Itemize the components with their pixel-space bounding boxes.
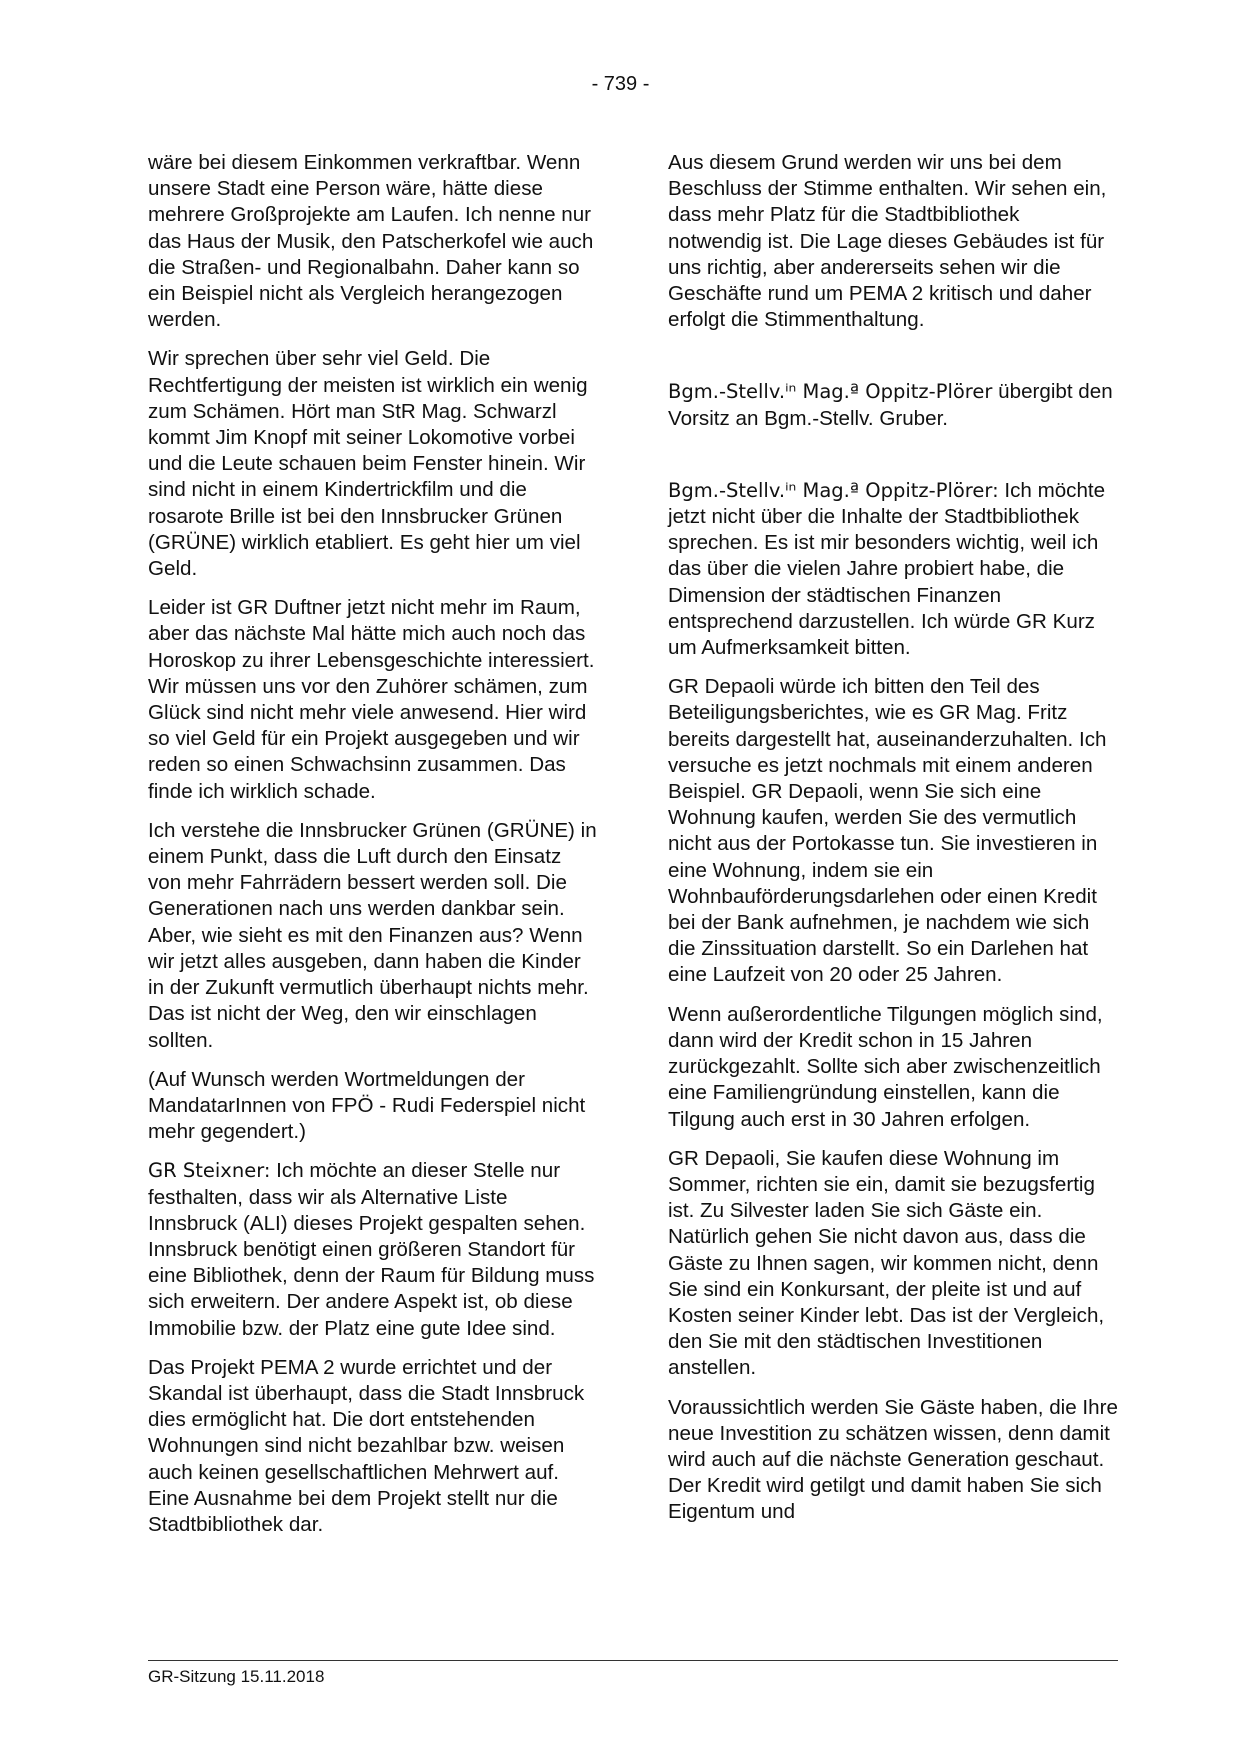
speech-paragraph [148, 1158, 598, 1341]
speech-paragraph [668, 478, 1118, 661]
paragraph: Wir sprechen über sehr viel Geld. Die Rechtfertigung der meisten ist wirklich ein wenig zum Schämen. Hört man StR Mag. Schwarzl kommt Jim Knopf mit seiner Lokomotive vorbei und die Leute schauen beim Fenster hinein. Wir sind nicht in einem Kindertrickfilm und die rosarote Brille ist bei den Innsbrucker Grünen (GRÜNE) wirklich etabliert. Es geht hier um viel Geld. [148, 347, 588, 581]
footer-divider [148, 1660, 1118, 1661]
left-column [148, 150, 598, 1551]
speech-text: Ich möchte jetzt nicht über die Inhalte der Stadtbibliothek sprechen. Es ist mir besonders wichtig, weil ich das über die vielen Jahre probiert habe, die Dimension der städtischen Finanzen entsprechend darzustellen. Ich würde GR Kurz um Aufmerksamkeit bitten. [668, 478, 1106, 660]
paragraph: Aus diesem Grund werden wir uns bei dem Beschluss der Stimme enthalten. Wir sehen ein, dass mehr Platz für die Stadtbibliothek notwendig ist. Die Lage dieses Gebäudes ist für uns richtig, aber andererseits sehen wir die Geschäfte rund um PEMA 2 kritisch und daher erfolgt die Stimmenthaltung. [668, 151, 1107, 332]
procedural-note [668, 379, 1118, 431]
procedural-text: übergibt den Vorsitz an Bgm.-Stellv. Gruber. [668, 380, 1113, 430]
editorial-note: (Auf Wunsch werden Wortmeldungen der MandatarInnen von FPÖ - Rudi Federspiel nicht mehr gegendert.) [148, 1067, 586, 1144]
speaker-name: GR Steixner: [148, 1159, 271, 1183]
paragraph: Das Projekt PEMA 2 wurde errichtet und der Skandal ist überhaupt, dass die Stadt Innsbruck dies ermöglicht hat. Die dort entstehenden Wohnungen sind nicht bezahlbar bzw. weisen auch keinen gesellschaftlichen Mehrwert auf. Eine Ausnahme bei dem Projekt stellt nur die Stadtbibliothek dar. [148, 1355, 585, 1536]
paragraph: Voraussichtlich werden Sie Gäste haben, die Ihre neue Investition zu schätzen wissen, denn damit wird auch auf die nächste Generation geschaut. Der Kredit wird getilgt und damit haben Sie sich Eigentum und [668, 1395, 1118, 1524]
speaker-name: Bgm.-Stellv.ⁱⁿ Mag.ª Oppitz-Plörer: [668, 478, 999, 502]
right-column [668, 150, 1118, 1539]
paragraph: Ich verstehe die Innsbrucker Grünen (GRÜNE) in einem Punkt, dass die Luft durch den Einsatz von mehr Fahrrädern bessert werden soll. Die Generationen nach uns werden dankbar sein. Aber, wie sieht es mit den Finanzen aus? Wenn wir jetzt alles ausgeben, dann haben die Kinder in der Zukunft vermutlich überhaupt nichts mehr. Das ist nicht der Weg, den wir einschlagen sollten. [148, 818, 597, 1052]
speech-text: Ich möchte an dieser Stelle nur festhalten, dass wir als Alternative Liste Innsbruck (ALI) dieses Projekt gespalten sehen. Innsbruck benötigt einen größeren Standort für eine Bibliothek, denn der Raum für Bildung muss sich erweitern. Der andere Aspekt ist, ob diese Immobilie bzw. der Platz eine gute Idee sind. [148, 1159, 595, 1340]
paragraph: Wenn außerordentliche Tilgungen möglich sind, dann wird der Kredit schon in 15 Jahren zurückgezahlt. Sollte sich aber zwischenzeitlich eine Familiengründung einstellen, kann die Tilgung auch erst in 30 Jahren erfolgen. [668, 1002, 1103, 1131]
footer-session-date: GR-Sitzung 15.11.2018 [148, 1667, 325, 1686]
paragraph: GR Depaoli, Sie kaufen diese Wohnung im Sommer, richten sie ein, damit sie bezugsfertig ist. Zu Silvester laden Sie sich Gäste ein. Natürlich gehen Sie nicht davon aus, dass die Gäste zu Ihnen sagen, wir kommen nicht, denn Sie sind ein Konkursant, der pleite ist und auf Kosten seiner Kinder lebt. Das ist der Vergleich, den Sie mit den städtischen Investitionen anstellen. [668, 1146, 1105, 1380]
paragraph: GR Depaoli würde ich bitten den Teil des Beteiligungsberichtes, wie es GR Mag. Fritz bereits dargestellt hat, auseinanderzuhalten. Ich versuche es jetzt nochmals mit einem anderen Beispiel. GR Depaoli, wenn Sie sich eine Wohnung kaufen, werden Sie des vermutlich nicht aus der Portokasse tun. Sie investieren in eine Wohnung, indem sie ein Wohnbauförderungsdarlehen oder einen Kredit bei der Bank aufnehmen, je nachdem wie sich die Zinssituation darstellt. So ein Darlehen hat eine Laufzeit von 20 oder 25 Jahren. [668, 675, 1107, 987]
speaker-name: Bgm.-Stellv.ⁱⁿ Mag.ª Oppitz-Plörer [668, 380, 993, 404]
page-number: - 739 - [591, 73, 650, 95]
paragraph: Leider ist GR Duftner jetzt nicht mehr im Raum, aber das nächste Mal hätte mich auch noch das Horoskop zu ihrer Lebensgeschichte interessiert. Wir müssen uns vor den Zuhörer schämen, zum Glück sind nicht mehr viele anwesend. Hier wird so viel Geld für ein Projekt ausgegeben und wir reden so einen Schwachsinn zusammen. Das finde ich wirklich schade. [148, 596, 595, 803]
paragraph: wäre bei diesem Einkommen verkraftbar. Wenn unsere Stadt eine Person wäre, hätte diese mehrere Großprojekte am Laufen. Ich nenne nur das Haus der Musik, den Patscherkofel wie auch die Straßen- und Regionalbahn. Daher kann so ein Beispiel nicht als Vergleich herangezogen werden. [148, 151, 594, 332]
